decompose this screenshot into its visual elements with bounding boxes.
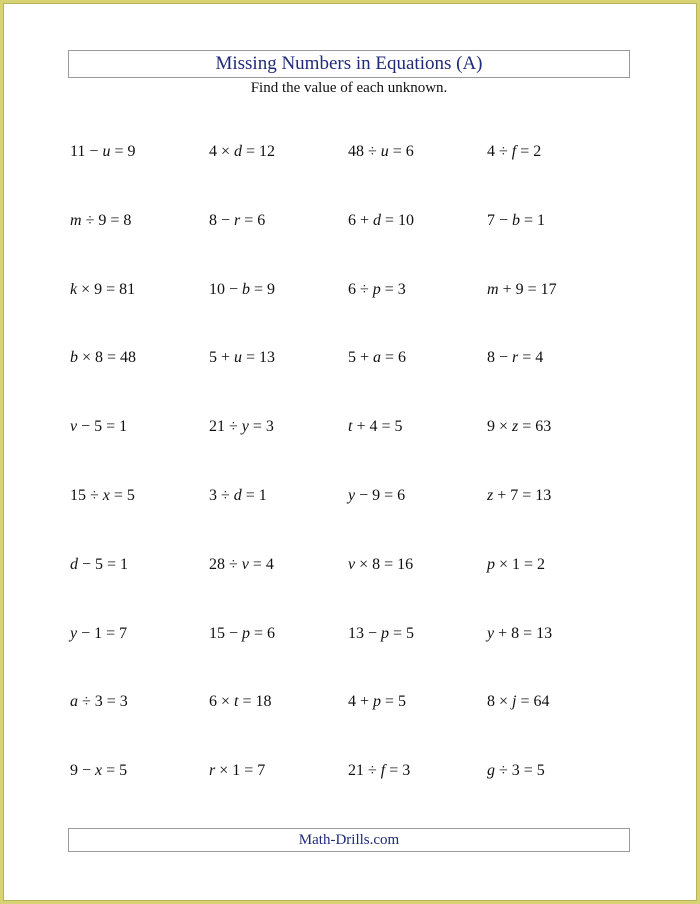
unknown-variable: a	[373, 349, 382, 367]
equation-left: 11 −	[70, 143, 103, 160]
equation-right: = 3	[380, 280, 406, 298]
equation-problem	[70, 417, 209, 486]
unknown-variable: v	[241, 555, 249, 573]
equation-left: 48 ÷	[348, 143, 381, 160]
unknown-variable: b	[70, 349, 78, 367]
equation-right: = 4	[248, 555, 274, 573]
equation-problem	[209, 624, 348, 693]
equation-right: = 6	[381, 349, 407, 367]
equation-left: 4 ÷	[487, 143, 512, 160]
equation-left: 4 +	[348, 693, 374, 711]
equation-problem	[487, 211, 626, 280]
equation-problem	[487, 348, 626, 417]
equation-problem	[487, 692, 626, 761]
equation-right: ÷ 3 = 3	[78, 693, 128, 711]
unknown-variable: b	[242, 280, 251, 298]
equation-right: × 9 = 81	[77, 280, 136, 298]
equation-problem	[70, 555, 209, 624]
equation-problem	[70, 624, 209, 693]
equation-right: = 12	[242, 143, 276, 160]
unknown-variable: y	[348, 486, 356, 504]
equation-left: 6 +	[348, 211, 374, 229]
equation-left: 4 ×	[209, 143, 235, 160]
equation-problem	[487, 142, 626, 211]
equation-right: = 3	[248, 418, 274, 436]
equation-problem	[348, 624, 487, 693]
unknown-variable: m	[487, 280, 499, 298]
equation-right: = 9	[250, 280, 276, 298]
worksheet-title	[68, 50, 630, 78]
unknown-variable: y	[241, 418, 249, 436]
equation-right: = 9	[110, 143, 136, 160]
equation-right: ÷ 3 = 5	[495, 762, 545, 780]
equation-problem	[487, 417, 626, 486]
equation-problem	[209, 486, 348, 555]
equation-right: × 8 = 48	[78, 349, 137, 367]
equation-left: 21 ÷	[348, 762, 381, 780]
worksheet-instruction: Find the value of each unknown.	[250, 80, 448, 96]
unknown-variable: v	[70, 418, 78, 436]
equation-problem	[209, 142, 348, 211]
unknown-variable: p	[373, 693, 382, 711]
equation-right: = 5	[102, 762, 128, 780]
equation-right: = 10	[381, 211, 415, 229]
equation-right: + 7 = 13	[493, 486, 552, 504]
equation-problem	[348, 761, 487, 830]
equation-problem	[348, 142, 487, 211]
equation-left: 13 −	[348, 624, 382, 642]
equation-problem	[209, 211, 348, 280]
unknown-variable: d	[233, 486, 242, 504]
unknown-variable: p	[242, 624, 251, 642]
unknown-variable: r	[512, 349, 519, 367]
equation-problem	[209, 348, 348, 417]
equation-left: 21 ÷	[209, 418, 242, 436]
unknown-variable: u	[380, 143, 389, 160]
unknown-variable: j	[512, 693, 517, 711]
equation-problem	[70, 280, 209, 349]
unknown-variable: t	[348, 418, 353, 436]
equation-left: 5 +	[209, 349, 235, 367]
equation-left: 15 ÷	[70, 486, 103, 504]
unknown-variable: b	[512, 211, 521, 229]
equation-left: 10 −	[209, 280, 243, 298]
equation-right: − 1 = 7	[77, 624, 128, 642]
equation-right: = 1	[241, 486, 267, 504]
unknown-variable: x	[95, 762, 103, 780]
unknown-variable: z	[512, 418, 519, 436]
equation-problem	[70, 348, 209, 417]
equation-right: − 5 = 1	[78, 555, 129, 573]
unknown-variable: d	[70, 555, 78, 573]
equation-left: 28 ÷	[209, 555, 242, 573]
unknown-variable: k	[70, 280, 78, 298]
equation-right: = 3	[385, 762, 411, 780]
equation-problem	[348, 348, 487, 417]
equation-right: × 8 = 16	[355, 555, 414, 573]
equation-right: = 6	[250, 624, 276, 642]
equation-problem	[209, 761, 348, 830]
unknown-variable: p	[487, 555, 495, 573]
equation-right: = 1	[520, 211, 546, 229]
problem-grid	[70, 142, 630, 830]
equation-problem	[70, 486, 209, 555]
unknown-variable: y	[70, 624, 78, 642]
equation-right: = 5	[389, 624, 415, 642]
equation-problem	[70, 692, 209, 761]
unknown-variable: u	[234, 349, 243, 367]
equation-problem	[70, 211, 209, 280]
equation-right: + 4 = 5	[352, 418, 403, 436]
unknown-variable: r	[209, 762, 216, 780]
equation-problem	[209, 555, 348, 624]
equation-problem	[70, 142, 209, 211]
unknown-variable: u	[102, 143, 111, 160]
equation-problem	[487, 280, 626, 349]
equation-right: × 1 = 2	[495, 555, 546, 573]
unknown-variable: v	[348, 555, 356, 573]
unknown-variable: d	[373, 211, 382, 229]
equation-right: = 4	[518, 349, 544, 367]
equation-left: 8 −	[487, 349, 513, 367]
equation-right: = 64	[516, 693, 550, 711]
equation-problem	[348, 692, 487, 761]
equation-left: 6 ÷	[348, 280, 373, 298]
equation-right: + 9 = 17	[498, 280, 557, 298]
equation-right: = 63	[518, 418, 552, 436]
equation-right: = 2	[516, 143, 542, 160]
equation-problem	[487, 761, 626, 830]
unknown-variable: x	[102, 486, 110, 504]
unknown-variable: f	[511, 143, 517, 160]
equation-left: 9 ×	[487, 418, 513, 436]
unknown-variable: r	[234, 211, 241, 229]
equation-problem	[487, 555, 626, 624]
equation-problem	[487, 486, 626, 555]
equation-left: 5 +	[348, 349, 374, 367]
equation-right: ÷ 9 = 8	[81, 211, 132, 229]
unknown-variable: f	[380, 762, 386, 780]
equation-right: = 5	[381, 693, 407, 711]
equation-problem	[209, 280, 348, 349]
equation-left: 9 −	[70, 762, 96, 780]
equation-problem	[348, 211, 487, 280]
equation-right: × 1 = 7	[215, 762, 266, 780]
unknown-variable: z	[487, 486, 494, 504]
unknown-variable: g	[487, 762, 495, 780]
worksheet-page	[3, 3, 697, 901]
unknown-variable: p	[372, 280, 381, 298]
unknown-variable: a	[70, 693, 78, 711]
equation-problem	[348, 555, 487, 624]
equation-problem	[487, 624, 626, 693]
unknown-variable: p	[381, 624, 390, 642]
equation-left: 3 ÷	[209, 486, 234, 504]
unknown-variable: m	[70, 211, 82, 229]
equation-right: − 9 = 6	[355, 486, 406, 504]
equation-right: = 13	[242, 349, 276, 367]
equation-left: 15 −	[209, 624, 243, 642]
unknown-variable: d	[234, 143, 243, 160]
equation-problem	[209, 692, 348, 761]
equation-right: − 5 = 1	[77, 418, 128, 436]
equation-right: = 6	[388, 143, 414, 160]
worksheet-title-text: Missing Numbers in Equations (A)	[215, 53, 483, 74]
equation-problem	[348, 280, 487, 349]
worksheet-footer	[68, 828, 630, 852]
equation-left: 7 −	[487, 211, 513, 229]
equation-right: = 6	[240, 211, 266, 229]
equation-problem	[209, 417, 348, 486]
footer-text: Math-Drills.com	[298, 831, 400, 848]
equation-left: 6 ×	[209, 693, 235, 711]
equation-left: 8 −	[209, 211, 235, 229]
unknown-variable: y	[487, 624, 495, 642]
equation-problem	[70, 761, 209, 830]
equation-right: = 5	[109, 486, 135, 504]
equation-problem	[348, 417, 487, 486]
equation-right: = 18	[238, 693, 272, 711]
equation-problem	[348, 486, 487, 555]
equation-right: + 8 = 13	[494, 624, 553, 642]
unknown-variable: t	[234, 693, 239, 711]
equation-left: 8 ×	[487, 693, 513, 711]
